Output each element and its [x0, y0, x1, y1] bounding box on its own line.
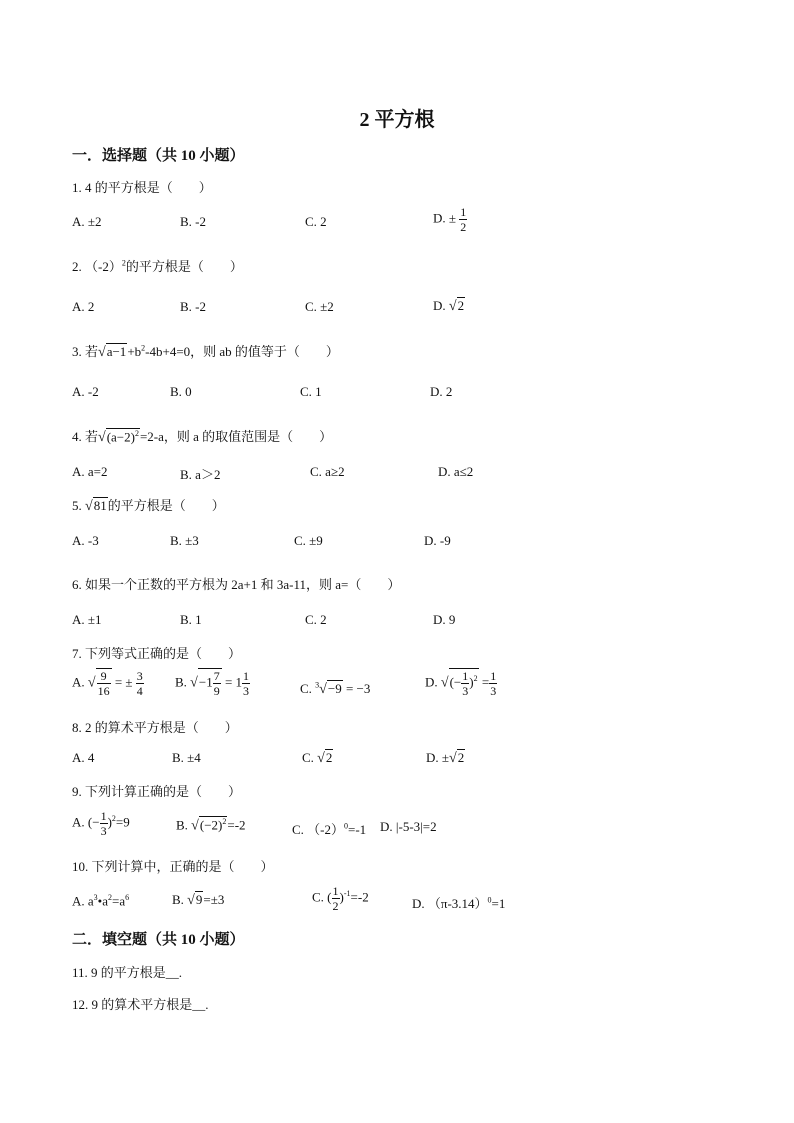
- question-7-option-c: C. $^3$√−9 = −3: [300, 680, 371, 697]
- question-3-option-c: C. 1: [300, 384, 322, 399]
- question-10-option-d: D. $(\pi-3.14)^0=1$: [412, 895, 506, 911]
- question-7-stem: 7. 下列等式正确的是（ ）: [72, 646, 242, 661]
- question-5-option-a: A. -3: [72, 533, 99, 548]
- question-10-option-c: C. ( $\frac{1}{2}$ )$^{-1}$=-2: [312, 884, 369, 913]
- question-3-option-a: A. -2: [72, 384, 99, 399]
- question-10-stem: 10. 下列计算中，正确的是（ ）: [72, 859, 274, 874]
- question-4-option-b: B. a＞2: [180, 467, 221, 482]
- question-8-option-d: D. ±√2: [426, 750, 465, 766]
- question-1-option-a: A. ±2: [72, 214, 102, 229]
- question-8-stem: 8. 2 的算术平方根是（ ）: [72, 720, 238, 735]
- question-3-option-b: B. 0: [170, 384, 192, 399]
- question-12-stem: 12. 9 的算术平方根是__.: [72, 997, 209, 1012]
- question-2-option-b: B. -2: [180, 299, 206, 314]
- question-7-option-a: A. √ $\frac{9}{16}$ = ± $\frac{3}{4}$: [72, 669, 143, 698]
- page-title: 2 平方根: [359, 109, 435, 131]
- question-1-stem: 1. 4 的平方根是（ ）: [72, 180, 212, 195]
- question-4-option-a: A. a=2: [72, 464, 108, 479]
- section-heading-choice: 一．选择题（共 10 小题）: [72, 148, 245, 164]
- question-7-option-d: D. √(− $\frac{1}{3}$ )$^2$ = $\frac{1}{3}$: [425, 669, 497, 698]
- question-9-option-b: B. $√(-2)^2=-2$: [176, 817, 246, 834]
- question-7-option-b: B. √−1 $\frac{7}{9}$ = 1 $\frac{1}{3}$: [175, 669, 250, 698]
- question-1-option-c: C. 2: [305, 214, 327, 229]
- question-8-option-a: A. 4: [72, 750, 95, 765]
- question-6-option-b: B. 1: [180, 612, 202, 627]
- question-8-option-b: B. ±4: [172, 750, 201, 765]
- question-5-stem: 5. √81的平方根是（ ）: [72, 498, 225, 514]
- question-10-option-a: A. $a^3•a^2=a^6$: [72, 893, 130, 909]
- question-2-option-d: D. √2: [433, 298, 465, 314]
- question-8-option-c: C. √2: [302, 750, 333, 766]
- question-2-option-a: A. 2: [72, 299, 95, 314]
- question-1-option-b: B. -2: [180, 214, 206, 229]
- question-2-stem: 2. $(-2)^2$的平方根是（ ）: [72, 258, 243, 274]
- question-9-stem: 9. 下列计算正确的是（ ）: [72, 784, 242, 799]
- question-9-option-d: D. |-5-3|=2: [380, 819, 437, 834]
- section-heading-fill: 二．填空题（共 10 小题）: [72, 932, 245, 948]
- question-11-stem: 11. 9 的平方根是__.: [72, 965, 183, 980]
- question-5-option-b: B. ±3: [170, 533, 199, 548]
- question-5-option-d: D. -9: [424, 533, 451, 548]
- question-1-option-d: D. ± $\frac{1}{2}$: [433, 205, 467, 234]
- question-6-option-c: C. 2: [305, 612, 327, 627]
- question-10-option-b: B. √9=±3: [172, 892, 225, 908]
- question-3-stem: 3. 若$√a-1+b^2-4b+4=0$，则 ab 的值等于（ ）: [72, 343, 339, 360]
- question-5-option-c: C. ±9: [294, 533, 323, 548]
- question-6-option-a: A. ±1: [72, 612, 102, 627]
- question-9-option-c: C. $(-2)^0=-1$: [292, 821, 367, 837]
- question-4-option-d: D. a≤2: [438, 464, 474, 479]
- question-6-stem: 6. 如果一个正数的平方根为 2a+1 和 3a-11，则 a=（ ）: [72, 577, 401, 592]
- question-3-option-d: D. 2: [430, 384, 453, 399]
- question-4-stem: 4. 若$√(a-2)^2=2-a$，则 a 的取值范围是（ ）: [72, 428, 333, 445]
- question-6-option-d: D. 9: [433, 612, 456, 627]
- question-9-option-a: A. (− $\frac{1}{3}$ )$^2$=9: [72, 809, 130, 838]
- question-4-option-c: C. a≥2: [310, 464, 345, 479]
- question-2-option-c: C. ±2: [305, 299, 334, 314]
